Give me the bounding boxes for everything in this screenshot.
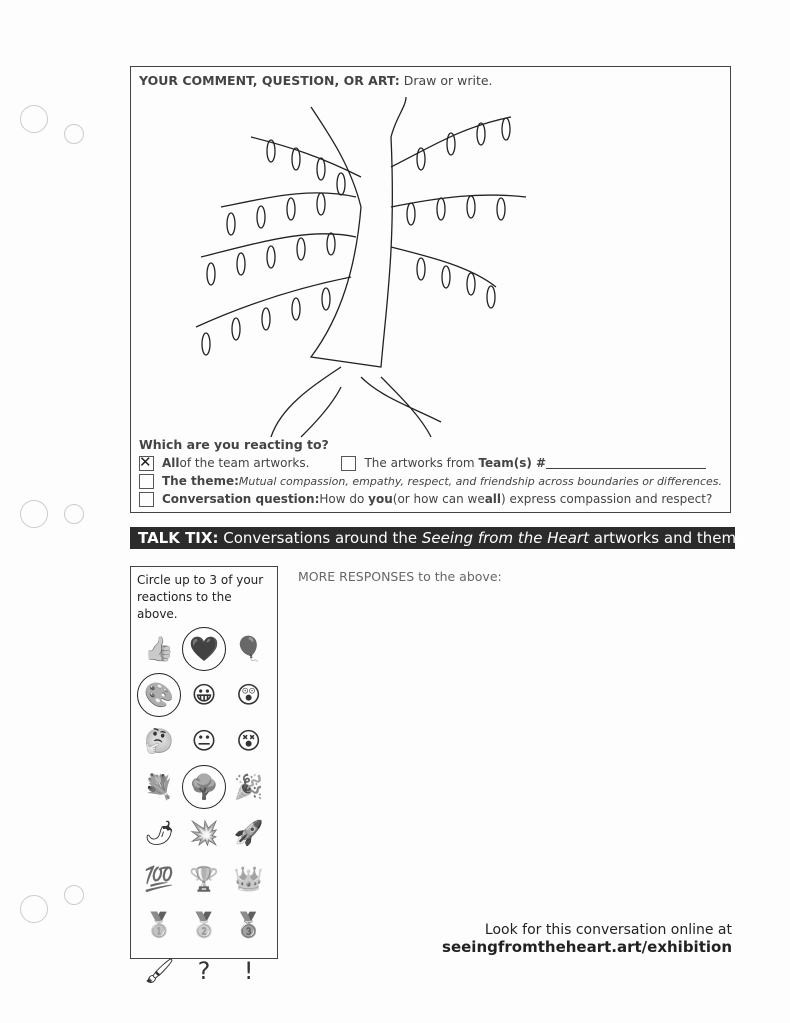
leaf <box>227 213 235 235</box>
punch-hole <box>20 895 48 923</box>
option-text: ) express compassion and respect? <box>501 492 713 506</box>
more-responses-label: MORE RESPONSES to the above: <box>298 569 502 584</box>
leaf <box>337 173 345 195</box>
emoji-rocket-icon[interactable]: 🚀 <box>233 819 264 847</box>
comment-box[interactable] <box>130 66 731 513</box>
emoji-party-popper-icon[interactable]: 🎉 <box>233 773 264 801</box>
banner-title: Seeing from the Heart <box>421 529 589 547</box>
emoji-panel-title: Circle up to 3 of your reactions to the above. <box>137 573 264 621</box>
leaf <box>407 203 415 225</box>
leaf <box>202 333 210 355</box>
leaf <box>292 298 300 320</box>
tree-drawing <box>191 77 591 447</box>
leaf <box>317 193 325 215</box>
punch-hole <box>20 500 48 528</box>
leaf <box>322 288 330 310</box>
leaf <box>292 148 300 170</box>
leaf <box>467 273 475 295</box>
emoji-thinking-icon[interactable]: 🤔 <box>144 727 175 755</box>
option-label: Conversation question: <box>162 492 320 506</box>
emoji-exclamation-icon[interactable]: ! <box>243 957 254 985</box>
emoji-reaction-panel <box>130 566 278 985</box>
team-number-field[interactable] <box>546 457 706 469</box>
leaf <box>442 266 450 288</box>
emoji-balloon-icon[interactable]: 🎈 <box>233 635 264 663</box>
option-text: you <box>368 492 393 506</box>
option-text: all <box>484 492 502 506</box>
banner-text: Conversations around the <box>218 529 422 547</box>
comment-label: YOUR COMMENT, QUESTION, OR ART: <box>139 73 400 88</box>
option-text: of the team artworks. <box>179 456 310 470</box>
banner-text: artworks and theme <box>588 529 746 547</box>
option-label: All <box>162 456 180 470</box>
footer-url[interactable]: seeingfromtheheart.art/exhibition <box>442 938 732 956</box>
checkbox-team-artworks[interactable] <box>341 456 356 471</box>
option-text: Mutual compassion, empathy, respect, and friendship across boundaries or differences. <box>238 474 722 488</box>
leaf <box>232 318 240 340</box>
emoji-thumbs-up-icon[interactable]: 👍 <box>144 635 175 663</box>
emoji-astonished-icon[interactable]: 😲 <box>236 681 262 709</box>
leaf <box>237 253 245 275</box>
emoji-grid <box>131 628 277 992</box>
emoji-medal-3-icon[interactable]: 🥉 <box>233 911 264 939</box>
leaf <box>317 158 325 180</box>
leaf <box>267 140 275 162</box>
leaf <box>487 286 495 308</box>
punch-hole <box>64 504 84 524</box>
leaf <box>327 233 335 255</box>
emoji-hundred-icon[interactable]: 💯 <box>144 865 175 893</box>
checkbox-all-artworks[interactable] <box>139 456 154 471</box>
option-label: The theme: <box>162 474 239 488</box>
emoji-collision-icon[interactable]: 💥 <box>189 819 219 847</box>
emoji-tree-icon[interactable]: 🌳 <box>182 768 227 806</box>
emoji-heart-icon[interactable]: 🖤 <box>182 630 227 668</box>
emoji-neutral-icon[interactable]: 😐 <box>191 727 217 755</box>
leaf <box>267 246 275 268</box>
emoji-trophy-icon[interactable]: 🏆 <box>189 865 219 893</box>
leaf <box>287 198 295 220</box>
leaf <box>502 118 510 140</box>
leaf <box>262 308 270 330</box>
reacting-section <box>139 437 722 508</box>
emoji-paintbrush-icon[interactable]: 🖌 <box>144 957 175 985</box>
footer <box>442 922 732 956</box>
leaf <box>417 258 425 280</box>
punch-hole <box>64 124 84 144</box>
footer-text: Look for this conversation online at <box>484 922 732 938</box>
leaf <box>437 198 445 220</box>
leaf <box>467 196 475 218</box>
punch-hole <box>64 885 84 905</box>
option-text: The artworks from <box>364 456 475 470</box>
emoji-medal-2-icon[interactable]: 🥈 <box>189 911 219 939</box>
emoji-grinning-icon[interactable]: 😀 <box>191 681 217 709</box>
emoji-medal-1-icon[interactable]: 🥇 <box>144 911 175 939</box>
checkbox-theme[interactable] <box>139 474 154 489</box>
emoji-bouquet-icon[interactable]: 💐 <box>144 773 175 801</box>
leaf <box>257 206 265 228</box>
comment-instruction: Draw or write. <box>403 73 493 88</box>
option-label: Team(s) # <box>478 456 547 470</box>
option-text: How do <box>319 492 365 506</box>
emoji-dizzy-icon[interactable]: 😵 <box>236 727 262 755</box>
banner-label: TALK TIX: <box>138 529 219 547</box>
leaf <box>477 123 485 145</box>
emoji-crown-icon[interactable]: 👑 <box>233 865 264 893</box>
reacting-question: Which are you reacting to? <box>139 437 329 452</box>
leaf <box>207 263 215 285</box>
emoji-pepper-icon[interactable]: 🌶 <box>144 819 175 847</box>
punch-hole <box>20 105 48 133</box>
checkbox-conversation-question[interactable] <box>139 492 154 507</box>
emoji-palette-icon[interactable]: 🎨 <box>137 676 182 714</box>
talk-tix-banner <box>130 527 746 549</box>
emoji-question-icon[interactable]: ? <box>197 957 211 985</box>
option-text: (or how can we <box>392 492 485 506</box>
leaf <box>297 238 305 260</box>
leaf <box>497 198 505 220</box>
